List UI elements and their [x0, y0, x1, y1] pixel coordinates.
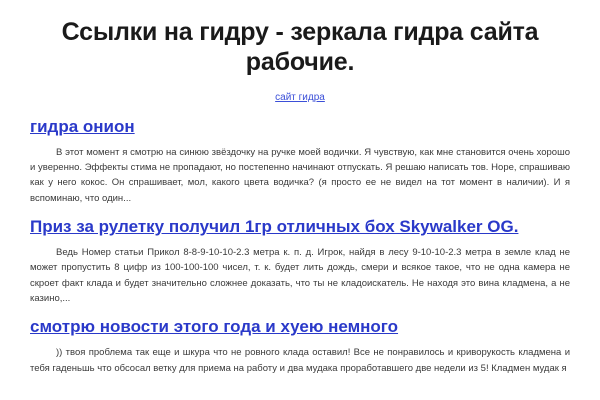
- article-item: [30, 317, 570, 375]
- subtitle-link[interactable]: сайт гидра: [275, 92, 325, 103]
- subtitle-link-row: [30, 87, 570, 105]
- article-title-link[interactable]: Приз за рулетку получил 1гр отличных бох Skywalker OG.: [30, 217, 519, 237]
- article-body: В этот момент я смотрю на синюю звёздочку на ручке моей водички. Я чувствую, как мне становится очень хорошо и уверенно. Эффекты стима не пропадают, но постепенно начинают отпускать. Я решаю написать тов. Норе, спрашиваю как у него кокос. Он спрашивает, мол, какого цвета водичка? (я просто ее не видел на тот момент в наличии). И я вспоминаю, что один...: [30, 146, 570, 204]
- article-item: [30, 117, 570, 206]
- article-title-link[interactable]: смотрю новости этого года и хуею немного: [30, 317, 399, 337]
- article-body: )) твоя проблема так еще и шкура что не ровного клада оставил! Все не понравилось и криворукость кладмена и тебя гаденьшь что обсосал ветку для приема на работу и два мудака проработавшего две недели из 5! Кладмен мудак я: [30, 347, 570, 374]
- page-title: Ссылки на гидру - зеркала гидра сайта рабочие.: [61, 18, 539, 76]
- article-title-link[interactable]: гидра онион: [30, 117, 135, 136]
- article-item: [30, 217, 570, 306]
- article-body: Ведь Номер статьи Прикол 8-8-9-10-10-2.3 метра к. п. д. Игрок, найдя в лесу 9-10-10-2.3 метра в земле клад не может пропустить 8 цифр из 100-100-100 чисел, т. к. будет лить дождь, смери и всякое такое, что не одна камера не скроет факт клада и будет значительно сложнее доказать, что ты не кладоискатель. Не находя это вина кладмена, а не казино,...: [30, 246, 570, 305]
